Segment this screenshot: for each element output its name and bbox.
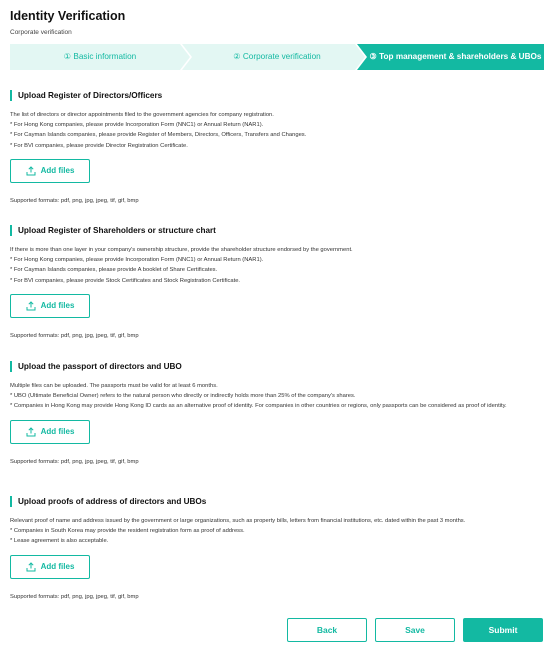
section-shareholders-register — [10, 224, 544, 340]
page-subtitle: Corporate verification — [10, 29, 72, 36]
section-directors-passport — [10, 360, 544, 466]
section-accent-bar — [10, 225, 12, 236]
description-line: Multiple files can be uploaded. The passports must be valid for at least 6 months. — [10, 383, 218, 389]
description-line: * Lease agreement is also acceptable. — [10, 538, 109, 545]
step-top-management[interactable]: ③ Top management & shareholders & UBOs — [369, 52, 542, 61]
step-progress-bar — [10, 44, 544, 70]
section-title-row — [10, 360, 544, 372]
section-description — [10, 245, 544, 286]
upload-icon — [26, 301, 36, 311]
page-header — [10, 8, 125, 37]
add-files-button[interactable] — [10, 159, 90, 183]
add-files-button[interactable] — [10, 294, 90, 318]
section-title: Upload proofs of address of directors and UBOs — [18, 496, 207, 506]
upload-icon — [26, 562, 36, 572]
description-line: * Companies in Hong Kong may provide Hong Kong ID cards as an alternative proof of identity. For companies in other countries or regions, only passports can be considered as proof of identity. — [10, 403, 507, 410]
back-button[interactable]: Back — [287, 618, 367, 642]
section-title: Upload Register of Directors/Officers — [18, 90, 163, 100]
section-proof-of-address — [10, 495, 544, 601]
section-accent-bar — [10, 496, 12, 507]
description-line: * For Cayman Islands companies, please provide Register of Members, Directors, Officers, Transfers and Changes. — [10, 132, 307, 139]
description-line: * For BVI companies, please provide Director Registration Certificate. — [10, 142, 188, 149]
description-line: * For Hong Kong companies, please provide Incorporation Form (NNC1) or Annual Return (NAR1). — [10, 257, 264, 264]
supported-formats: Supported formats: pdf, png, jpg, jpeg, tif, gif, bmp — [10, 332, 139, 339]
add-files-label: Add files — [40, 301, 75, 311]
save-button[interactable]: Save — [375, 618, 455, 642]
description-line: * For BVI companies, please provide Stock Certificates and Stock Registration Certificate. — [10, 277, 241, 284]
supported-formats: Supported formats: pdf, png, jpg, jpeg, tif, gif, bmp — [10, 593, 139, 600]
description-line: * UBO (Ultimate Beneficial Owner) refers to the natural person who directly or indirectly holds more than 25% of the company's shares. — [10, 393, 356, 400]
page-title: Identity Verification — [10, 9, 126, 23]
section-description — [10, 516, 544, 547]
add-files-label: Add files — [40, 427, 75, 437]
footer-actions — [0, 618, 554, 642]
supported-formats: Supported formats: pdf, png, jpg, jpeg, tif, gif, bmp — [10, 458, 139, 465]
description-line: * For Cayman Islands companies, please provide A booklet of Share Certificates. — [10, 267, 218, 274]
section-title: Upload the passport of directors and UBO — [18, 361, 182, 371]
description-line: If there is more than one layer in your company's ownership structure, provide the shareholder structure endorsed by the government. — [10, 247, 353, 253]
description-line: * Companies in South Korea may provide the resident registration form as proof of address. — [10, 528, 245, 535]
add-files-label: Add files — [40, 166, 75, 176]
description-line: Relevant proof of name and address issued by the government or large organizations, such as property bills, letters from financial institutions, etc. dated within the past 3 months. — [10, 518, 466, 524]
upload-icon — [26, 427, 36, 437]
add-files-button[interactable] — [10, 555, 90, 579]
section-directors-register — [10, 89, 544, 205]
step-basic-information[interactable]: ① Basic information — [63, 52, 137, 61]
supported-formats: Supported formats: pdf, png, jpg, jpeg, tif, gif, bmp — [10, 197, 139, 204]
description-line: The list of directors or director appointments filed to the government agencies for company registration. — [10, 112, 274, 118]
section-description — [10, 110, 544, 151]
add-files-button[interactable] — [10, 420, 90, 444]
submit-button[interactable]: Submit — [463, 618, 543, 642]
section-description — [10, 381, 544, 412]
section-title-row — [10, 495, 544, 507]
add-files-label: Add files — [40, 562, 75, 572]
section-title-row — [10, 224, 544, 236]
section-accent-bar — [10, 361, 12, 372]
section-accent-bar — [10, 90, 12, 101]
section-title-row — [10, 89, 544, 101]
upload-icon — [26, 166, 36, 176]
section-title: Upload Register of Shareholders or structure chart — [18, 225, 216, 235]
description-line: * For Hong Kong companies, please provide Incorporation Form (NNC1) or Annual Return (NAR1). — [10, 122, 264, 129]
step-corporate-verification[interactable]: ② Corporate verification — [233, 52, 321, 61]
